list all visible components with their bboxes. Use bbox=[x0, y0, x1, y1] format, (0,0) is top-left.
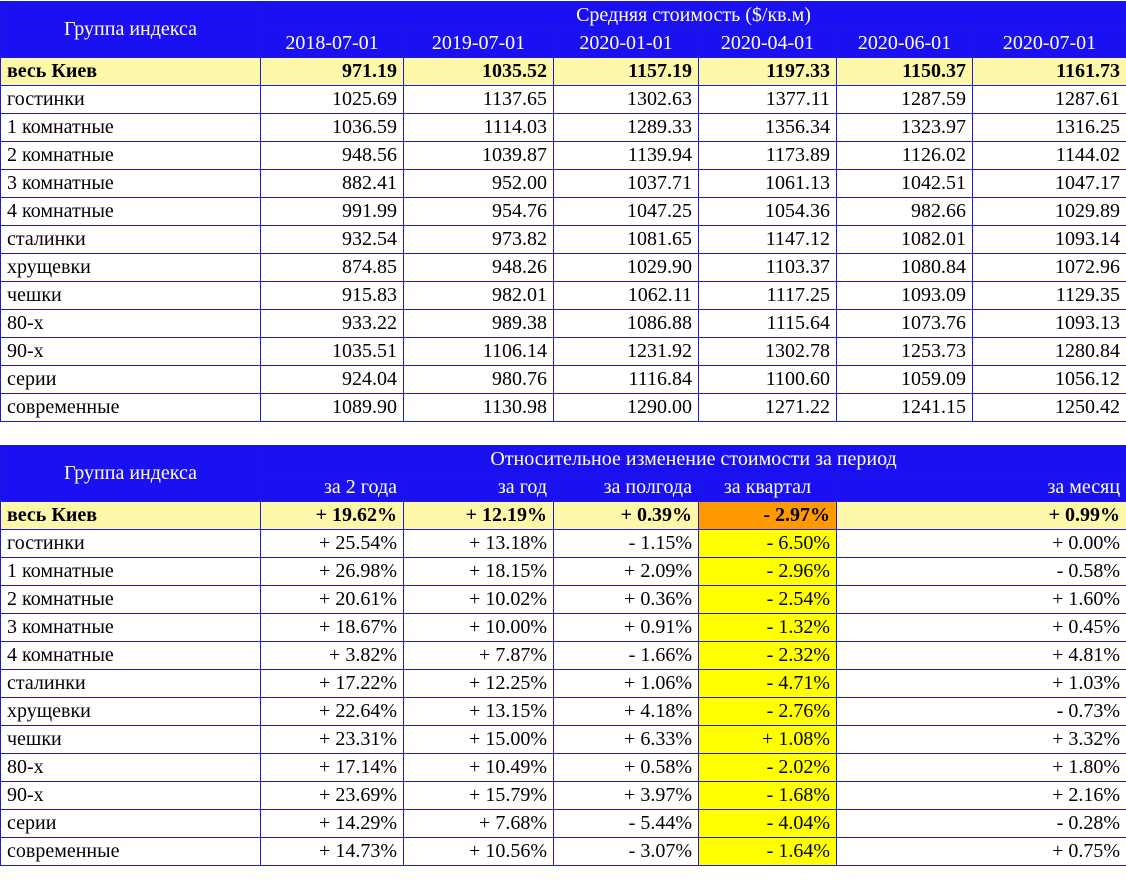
relative-change-body bbox=[1, 502, 1126, 866]
table-row bbox=[1, 226, 1126, 254]
price-cell: 1290.00 bbox=[554, 394, 699, 422]
price-cell: 1250.42 bbox=[973, 394, 1126, 422]
price-cell: 1039.87 bbox=[404, 142, 554, 170]
price-cell: 1062.11 bbox=[554, 282, 699, 310]
price-cell: 1093.09 bbox=[837, 282, 973, 310]
change-cell: + 15.00% bbox=[404, 726, 554, 754]
change-cell: + 22.64% bbox=[261, 698, 404, 726]
change-cell: + 10.00% bbox=[404, 614, 554, 642]
change-cell: + 0.91% bbox=[554, 614, 699, 642]
change-cell: + 1.06% bbox=[554, 670, 699, 698]
table-row bbox=[1, 838, 1126, 866]
price-cell: 982.66 bbox=[837, 198, 973, 226]
price-cell: 915.83 bbox=[261, 282, 404, 310]
change-cell: + 6.33% bbox=[554, 726, 699, 754]
column-header-period: за месяц bbox=[837, 474, 1126, 502]
price-cell: 1241.15 bbox=[837, 394, 973, 422]
price-cell: 1025.69 bbox=[261, 86, 404, 114]
column-header-date: 2019-07-01 bbox=[404, 30, 554, 58]
change-cell: + 0.36% bbox=[554, 586, 699, 614]
row-label: 2 комнатные bbox=[1, 586, 261, 614]
table-row bbox=[1, 366, 1126, 394]
change-cell: - 1.15% bbox=[554, 530, 699, 558]
change-cell: + 17.14% bbox=[261, 754, 404, 782]
table-row bbox=[1, 810, 1126, 838]
price-cell: 1059.09 bbox=[837, 366, 973, 394]
change-cell: + 7.68% bbox=[404, 810, 554, 838]
change-cell: + 7.87% bbox=[404, 642, 554, 670]
price-cell: 1117.25 bbox=[699, 282, 837, 310]
change-cell: + 18.67% bbox=[261, 614, 404, 642]
change-cell: + 14.73% bbox=[261, 838, 404, 866]
change-cell: + 13.18% bbox=[404, 530, 554, 558]
change-cell: + 0.99% bbox=[837, 502, 1126, 530]
change-cell: + 25.54% bbox=[261, 530, 404, 558]
price-cell: 1093.13 bbox=[973, 310, 1126, 338]
column-header-date: 2020-04-01 bbox=[699, 30, 837, 58]
row-label: гостинки bbox=[1, 530, 261, 558]
change-cell: + 18.15% bbox=[404, 558, 554, 586]
change-cell: + 0.00% bbox=[837, 530, 1126, 558]
row-label: весь Киев bbox=[1, 502, 261, 530]
price-cell: 1377.11 bbox=[699, 86, 837, 114]
row-label: 2 комнатные bbox=[1, 142, 261, 170]
quarter-change-cell: - 1.68% bbox=[699, 782, 837, 810]
column-header-period: за год bbox=[404, 474, 554, 502]
quarter-change-cell: - 1.64% bbox=[699, 838, 837, 866]
price-cell: 1126.02 bbox=[837, 142, 973, 170]
change-cell: + 3.97% bbox=[554, 782, 699, 810]
change-cell: + 19.62% bbox=[261, 502, 404, 530]
table-row bbox=[1, 170, 1126, 198]
price-cell: 924.04 bbox=[261, 366, 404, 394]
price-cell: 1289.33 bbox=[554, 114, 699, 142]
price-cell: 971.19 bbox=[261, 58, 404, 86]
quarter-change-cell: - 4.04% bbox=[699, 810, 837, 838]
price-cell: 1035.52 bbox=[404, 58, 554, 86]
change-cell: + 12.25% bbox=[404, 670, 554, 698]
column-header-date: 2018-07-01 bbox=[261, 30, 404, 58]
price-cell: 1089.90 bbox=[261, 394, 404, 422]
price-cell: 1280.84 bbox=[973, 338, 1126, 366]
price-cell: 982.01 bbox=[404, 282, 554, 310]
price-cell: 948.26 bbox=[404, 254, 554, 282]
column-header-date: 2020-01-01 bbox=[554, 30, 699, 58]
column-header-period: за квартал bbox=[699, 474, 837, 502]
price-cell: 1080.84 bbox=[837, 254, 973, 282]
price-cell: 1106.14 bbox=[404, 338, 554, 366]
price-cell: 1137.65 bbox=[404, 86, 554, 114]
price-cell: 1173.89 bbox=[699, 142, 837, 170]
price-cell: 948.56 bbox=[261, 142, 404, 170]
row-label: гостинки bbox=[1, 86, 261, 114]
price-cell: 1029.90 bbox=[554, 254, 699, 282]
change-cell: + 0.39% bbox=[554, 502, 699, 530]
change-cell: + 13.15% bbox=[404, 698, 554, 726]
quarter-change-cell: - 6.50% bbox=[699, 530, 837, 558]
change-cell: + 0.45% bbox=[837, 614, 1126, 642]
table-row bbox=[1, 558, 1126, 586]
table-row bbox=[1, 698, 1126, 726]
quarter-change-cell: - 1.32% bbox=[699, 614, 837, 642]
price-cell: 1073.76 bbox=[837, 310, 973, 338]
row-label: 4 комнатные bbox=[1, 198, 261, 226]
quarter-change-cell: + 1.08% bbox=[699, 726, 837, 754]
summary-row bbox=[1, 502, 1126, 530]
avg-price-body bbox=[1, 58, 1126, 422]
price-cell: 1287.59 bbox=[837, 86, 973, 114]
change-cell: + 17.22% bbox=[261, 670, 404, 698]
row-label: хрущевки bbox=[1, 254, 261, 282]
table-row bbox=[1, 86, 1126, 114]
row-label: современные bbox=[1, 838, 261, 866]
change-cell: + 14.29% bbox=[261, 810, 404, 838]
change-cell: + 3.82% bbox=[261, 642, 404, 670]
row-label: 80-х bbox=[1, 310, 261, 338]
price-cell: 973.82 bbox=[404, 226, 554, 254]
change-cell: + 1.03% bbox=[837, 670, 1126, 698]
price-cell: 1271.22 bbox=[699, 394, 837, 422]
price-cell: 1082.01 bbox=[837, 226, 973, 254]
row-label: 3 комнатные bbox=[1, 170, 261, 198]
price-cell: 1054.36 bbox=[699, 198, 837, 226]
summary-row bbox=[1, 58, 1126, 86]
column-header-period: за полгода bbox=[554, 474, 699, 502]
price-cell: 1103.37 bbox=[699, 254, 837, 282]
price-cell: 1231.92 bbox=[554, 338, 699, 366]
price-cell: 1035.51 bbox=[261, 338, 404, 366]
table-row bbox=[1, 642, 1126, 670]
price-cell: 1036.59 bbox=[261, 114, 404, 142]
quarter-change-cell: - 2.02% bbox=[699, 754, 837, 782]
row-label: сталинки bbox=[1, 226, 261, 254]
price-cell: 1253.73 bbox=[837, 338, 973, 366]
change-cell: - 0.58% bbox=[837, 558, 1126, 586]
price-cell: 874.85 bbox=[261, 254, 404, 282]
row-label: чешки bbox=[1, 726, 261, 754]
change-cell: + 20.61% bbox=[261, 586, 404, 614]
price-cell: 1287.61 bbox=[973, 86, 1126, 114]
price-cell: 1356.34 bbox=[699, 114, 837, 142]
price-cell: 1147.12 bbox=[699, 226, 837, 254]
change-cell: + 1.60% bbox=[837, 586, 1126, 614]
avg-price-table bbox=[0, 1, 1126, 422]
price-cell: 1056.12 bbox=[973, 366, 1126, 394]
price-cell: 1047.17 bbox=[973, 170, 1126, 198]
quarter-change-cell: - 2.97% bbox=[699, 502, 837, 530]
price-cell: 1072.96 bbox=[973, 254, 1126, 282]
price-cell: 1114.03 bbox=[404, 114, 554, 142]
change-cell: + 4.81% bbox=[837, 642, 1126, 670]
change-cell: - 0.73% bbox=[837, 698, 1126, 726]
price-cell: 882.41 bbox=[261, 170, 404, 198]
price-cell: 991.99 bbox=[261, 198, 404, 226]
price-cell: 1323.97 bbox=[837, 114, 973, 142]
avg-price-title: Средняя стоимость ($/кв.м) bbox=[261, 2, 1126, 30]
price-cell: 1081.65 bbox=[554, 226, 699, 254]
price-cell: 932.54 bbox=[261, 226, 404, 254]
price-cell: 1115.64 bbox=[699, 310, 837, 338]
change-cell: + 26.98% bbox=[261, 558, 404, 586]
price-cell: 1197.33 bbox=[699, 58, 837, 86]
quarter-change-cell: - 2.76% bbox=[699, 698, 837, 726]
table-row bbox=[1, 670, 1126, 698]
price-cell: 1029.89 bbox=[973, 198, 1126, 226]
table-row bbox=[1, 754, 1126, 782]
price-cell: 1061.13 bbox=[699, 170, 837, 198]
row-label: 3 комнатные bbox=[1, 614, 261, 642]
row-label: серии bbox=[1, 810, 261, 838]
change-cell: - 3.07% bbox=[554, 838, 699, 866]
change-cell: + 2.16% bbox=[837, 782, 1126, 810]
relative-change-table bbox=[0, 445, 1126, 866]
quarter-change-cell: - 2.32% bbox=[699, 642, 837, 670]
price-cell: 1302.63 bbox=[554, 86, 699, 114]
price-cell: 1150.37 bbox=[837, 58, 973, 86]
change-cell: + 10.49% bbox=[404, 754, 554, 782]
price-cell: 1139.94 bbox=[554, 142, 699, 170]
change-cell: + 10.56% bbox=[404, 838, 554, 866]
table-row bbox=[1, 726, 1126, 754]
change-cell: - 1.66% bbox=[554, 642, 699, 670]
change-cell: + 1.80% bbox=[837, 754, 1126, 782]
group-header: Группа индекса bbox=[1, 446, 261, 502]
price-cell: 1093.14 bbox=[973, 226, 1126, 254]
change-cell: + 2.09% bbox=[554, 558, 699, 586]
table-row bbox=[1, 254, 1126, 282]
price-cell: 1047.25 bbox=[554, 198, 699, 226]
row-label: хрущевки bbox=[1, 698, 261, 726]
change-cell: + 23.69% bbox=[261, 782, 404, 810]
row-label: чешки bbox=[1, 282, 261, 310]
group-header: Группа индекса bbox=[1, 2, 261, 58]
column-header-period: за 2 года bbox=[261, 474, 404, 502]
price-cell: 1129.35 bbox=[973, 282, 1126, 310]
change-cell: + 15.79% bbox=[404, 782, 554, 810]
quarter-change-cell: - 2.54% bbox=[699, 586, 837, 614]
column-header-date: 2020-07-01 bbox=[973, 30, 1126, 58]
price-cell: 980.76 bbox=[404, 366, 554, 394]
price-cell: 1144.02 bbox=[973, 142, 1126, 170]
change-cell: + 3.32% bbox=[837, 726, 1126, 754]
change-cell: + 12.19% bbox=[404, 502, 554, 530]
change-cell: + 0.58% bbox=[554, 754, 699, 782]
row-label: 1 комнатные bbox=[1, 558, 261, 586]
change-cell: - 5.44% bbox=[554, 810, 699, 838]
price-cell: 952.00 bbox=[404, 170, 554, 198]
row-label: 4 комнатные bbox=[1, 642, 261, 670]
table-row bbox=[1, 394, 1126, 422]
table-row bbox=[1, 530, 1126, 558]
table-row bbox=[1, 198, 1126, 226]
row-label: 1 комнатные bbox=[1, 114, 261, 142]
row-label: весь Киев bbox=[1, 58, 261, 86]
price-cell: 1161.73 bbox=[973, 58, 1126, 86]
change-cell: - 0.28% bbox=[837, 810, 1126, 838]
row-label: серии bbox=[1, 366, 261, 394]
price-cell: 954.76 bbox=[404, 198, 554, 226]
column-header-date: 2020-06-01 bbox=[837, 30, 973, 58]
change-cell: + 23.31% bbox=[261, 726, 404, 754]
change-cell: + 0.75% bbox=[837, 838, 1126, 866]
table-row bbox=[1, 586, 1126, 614]
quarter-change-cell: - 2.96% bbox=[699, 558, 837, 586]
price-cell: 1130.98 bbox=[404, 394, 554, 422]
table-row bbox=[1, 142, 1126, 170]
row-label: современные bbox=[1, 394, 261, 422]
table-row bbox=[1, 614, 1126, 642]
price-cell: 1086.88 bbox=[554, 310, 699, 338]
relative-change-title: Относительное изменение стоимости за период bbox=[261, 446, 1126, 474]
table-row bbox=[1, 310, 1126, 338]
change-cell: + 10.02% bbox=[404, 586, 554, 614]
table-row bbox=[1, 338, 1126, 366]
table-row bbox=[1, 282, 1126, 310]
price-cell: 1116.84 bbox=[554, 366, 699, 394]
price-cell: 933.22 bbox=[261, 310, 404, 338]
price-cell: 1042.51 bbox=[837, 170, 973, 198]
table-row bbox=[1, 782, 1126, 810]
table-row bbox=[1, 114, 1126, 142]
quarter-change-cell: - 4.71% bbox=[699, 670, 837, 698]
price-cell: 989.38 bbox=[404, 310, 554, 338]
row-label: 90-х bbox=[1, 338, 261, 366]
row-label: 80-х bbox=[1, 754, 261, 782]
price-cell: 1037.71 bbox=[554, 170, 699, 198]
change-cell: + 4.18% bbox=[554, 698, 699, 726]
price-cell: 1316.25 bbox=[973, 114, 1126, 142]
row-label: 90-х bbox=[1, 782, 261, 810]
row-label: сталинки bbox=[1, 670, 261, 698]
price-cell: 1157.19 bbox=[554, 58, 699, 86]
price-cell: 1302.78 bbox=[699, 338, 837, 366]
price-cell: 1100.60 bbox=[699, 366, 837, 394]
